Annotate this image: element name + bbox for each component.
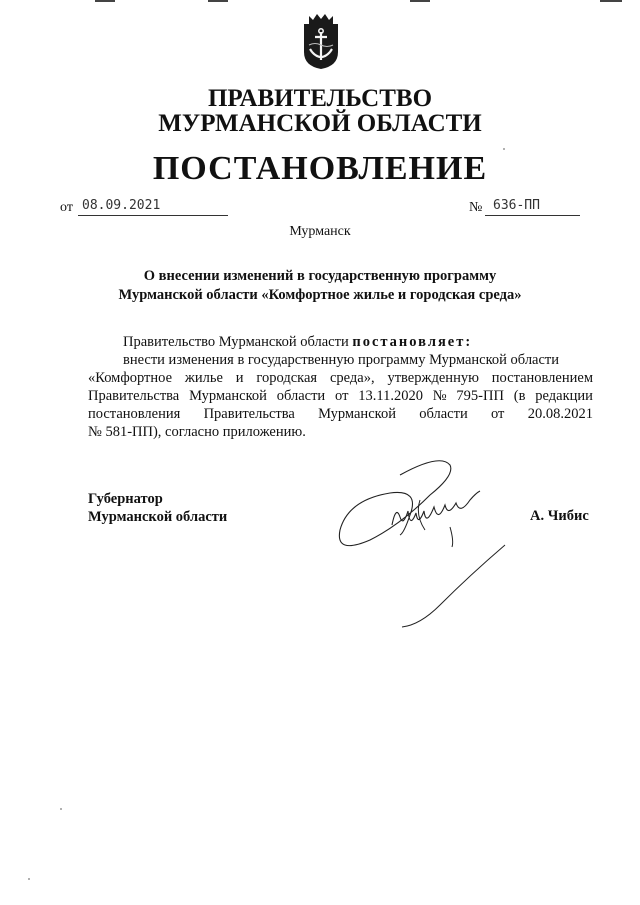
body-word: городская — [256, 370, 318, 386]
date-value: 08.09.2021 — [78, 198, 228, 216]
body-word: «Комфортное — [88, 370, 173, 386]
body-word: (в — [513, 388, 526, 404]
scan-speck — [28, 878, 30, 880]
body-intro — [88, 333, 593, 351]
signatory-name: А. Чибис — [530, 508, 589, 524]
body-word: области — [419, 406, 468, 422]
body-line1: внести изменения в государственную программу Мурманской области — [123, 352, 560, 368]
number-value: 636-ПП — [485, 198, 580, 216]
body-word: Мурманской — [318, 406, 396, 422]
subject-line1: О внесении изменений в государственную программу — [143, 268, 497, 284]
body-word: области — [276, 388, 326, 404]
body-word: 795-ПП — [456, 388, 504, 404]
date-number-row — [60, 198, 580, 220]
body-line2 — [88, 369, 593, 387]
body-word: утвержденную — [387, 370, 479, 386]
body-word: 20.08.2021 — [527, 406, 593, 422]
government-name-line1: ПРАВИТЕЛЬСТВО — [207, 85, 433, 112]
body-word: и — [235, 370, 244, 386]
body-word: постановления — [88, 406, 181, 422]
handwritten-signature-icon — [330, 455, 510, 635]
body-word: жилье — [184, 370, 223, 386]
body-word: от — [491, 406, 505, 422]
body-word: 13.11.2020 — [358, 388, 423, 404]
document-subject — [60, 267, 580, 305]
body-word: среда», — [329, 370, 375, 386]
scan-speck — [503, 148, 505, 150]
body-word: Правительства — [88, 388, 180, 404]
body-intro-text: Правительство Мурманской области — [123, 334, 353, 350]
body-word: редакции — [535, 388, 593, 404]
body-line3 — [88, 387, 593, 405]
document-type-heading: ПОСТАНОВЛЕНИЕ — [152, 150, 488, 187]
city-name: Мурманск — [289, 224, 351, 239]
signatory-title-line2: Мурманской области — [88, 509, 228, 525]
government-name — [0, 86, 640, 136]
body-word: Правительства — [203, 406, 295, 422]
body-line5: № 581-ПП), согласно приложению. — [88, 424, 306, 440]
signatory-title-line1: Губернатор — [88, 491, 163, 507]
subject-line2: Мурманской области «Комфортное жилье и городская среда» — [118, 287, 522, 303]
body-word: от — [335, 388, 349, 404]
scan-top-marks — [0, 0, 640, 4]
signatory-title — [88, 490, 227, 526]
number-label: № — [469, 200, 483, 215]
date-label: от — [60, 200, 73, 215]
government-name-line2: МУРМАНСКОЙ ОБЛАСТИ — [158, 110, 482, 137]
body-word: Мурманской — [189, 388, 267, 404]
body-intro-verb: постановляет: — [352, 334, 473, 350]
document-body — [88, 333, 593, 441]
body-line4 — [88, 405, 593, 423]
body-word: постановлением — [491, 370, 593, 386]
body-word: № — [432, 388, 447, 404]
scan-speck — [60, 808, 62, 810]
murmansk-coat-of-arms-icon — [301, 12, 341, 70]
